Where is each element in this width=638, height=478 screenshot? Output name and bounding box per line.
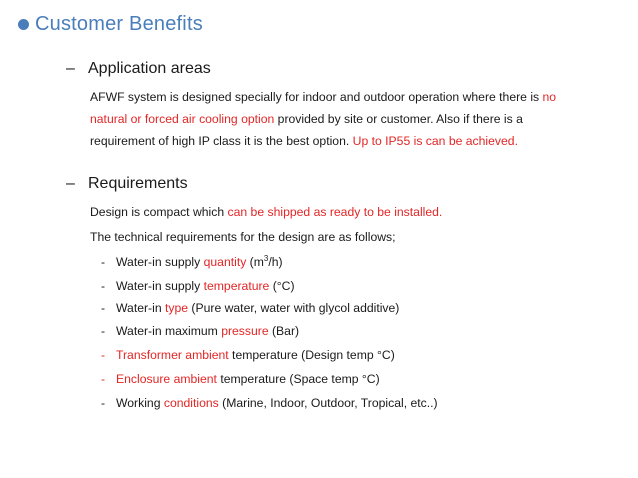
item-text: (Marine, Indoor, Outdoor, Tropical, etc..) xyxy=(218,396,438,410)
paragraph-text: AFWF system is designed specially for indoor and outdoor operation where there is xyxy=(90,90,543,104)
item-text: Working xyxy=(116,396,164,410)
requirement-item-transformer-ambient xyxy=(101,347,395,363)
requirement-item-conditions xyxy=(101,395,438,411)
item-dash: - xyxy=(101,301,106,315)
item-dash: - xyxy=(101,348,106,362)
item-text: Water-in xyxy=(116,301,165,315)
item-text: (Pure water, water with glycol additive) xyxy=(188,301,400,315)
item-text: Water-in supply xyxy=(116,255,204,269)
item-text: Water-in maximum xyxy=(116,324,222,338)
dash-bullet: – xyxy=(66,175,75,192)
line-highlight: can be shipped as ready to be installed. xyxy=(227,205,443,219)
item-highlight: temperature xyxy=(203,279,270,293)
requirement-item-enclosure-ambient xyxy=(101,371,380,387)
superscript: 3 xyxy=(263,253,269,263)
item-text: (m xyxy=(246,255,264,269)
requirement-item-pressure xyxy=(101,323,299,339)
section-heading-application-areas xyxy=(66,60,211,78)
requirements-intro-line xyxy=(90,204,442,220)
dash-bullet: – xyxy=(66,60,75,77)
requirements-lead-line: The technical requirements for the design are as follows; xyxy=(90,230,396,244)
paragraph-highlight: Up to IP55 is can be achieved. xyxy=(352,134,518,148)
item-highlight: conditions xyxy=(163,396,219,410)
requirement-item-temperature xyxy=(101,278,295,294)
requirement-item-type xyxy=(101,300,399,316)
line-text: Design is compact which xyxy=(90,205,228,219)
title-row xyxy=(18,13,203,36)
item-text: temperature (Space temp °C) xyxy=(216,372,380,386)
item-dash: - xyxy=(101,372,106,386)
bullet-dot-icon xyxy=(18,19,29,30)
item-dash: - xyxy=(101,279,106,293)
paragraph-text: provided by site or customer. Also if there is a requirement of high IP class it is the best option. xyxy=(90,112,523,148)
item-dash: - xyxy=(101,324,106,338)
item-highlight: quantity xyxy=(203,255,247,269)
paragraph-highlight: no natural or forced air cooling option xyxy=(90,90,557,126)
item-dash: - xyxy=(101,396,106,410)
item-text: (Bar) xyxy=(268,324,300,338)
item-text: temperature (Design temp °C) xyxy=(228,348,395,362)
slide-title: Customer Benefits xyxy=(35,13,203,35)
section-heading-requirements xyxy=(66,175,188,193)
item-text: Water-in supply xyxy=(116,279,204,293)
requirement-item-quantity xyxy=(101,254,283,270)
item-dash: - xyxy=(101,255,106,269)
section-heading-label: Requirements xyxy=(88,175,188,192)
item-text: /h) xyxy=(268,255,283,269)
item-highlight: pressure xyxy=(221,324,269,338)
application-paragraph xyxy=(90,86,590,152)
item-text: (°C) xyxy=(269,279,295,293)
section-heading-label: Application areas xyxy=(88,60,211,77)
item-highlight: type xyxy=(164,301,189,315)
item-highlight: Enclosure ambient xyxy=(116,372,217,386)
item-highlight: Transformer ambient xyxy=(116,348,229,362)
